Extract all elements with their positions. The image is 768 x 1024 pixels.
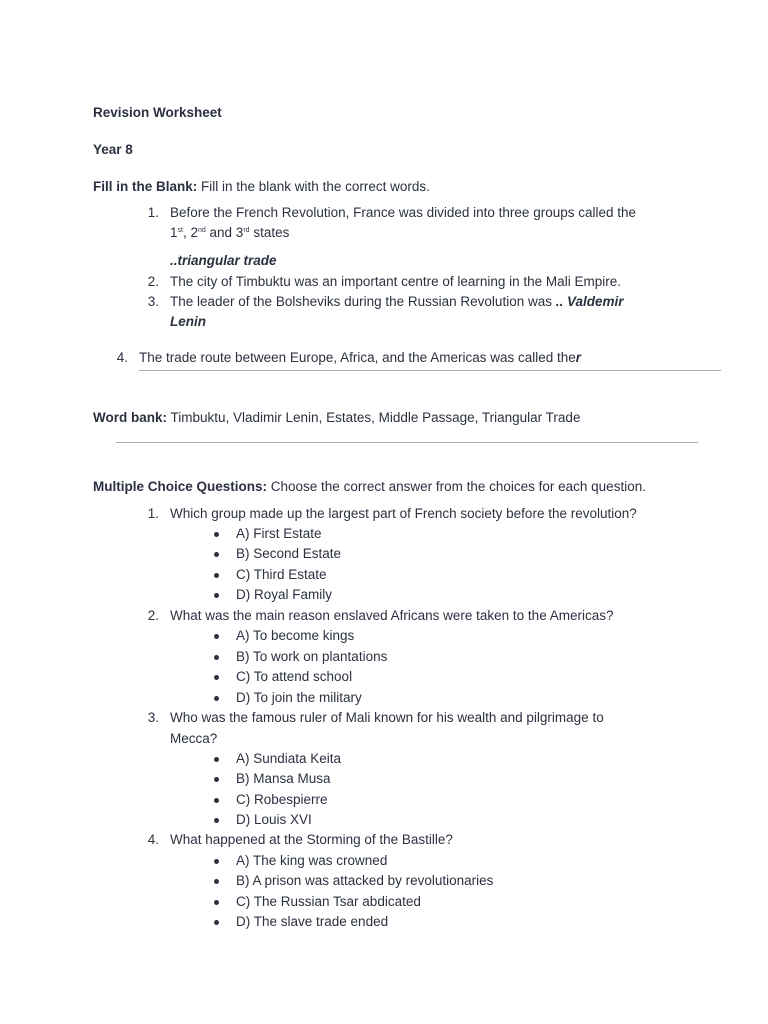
bullet-icon xyxy=(214,573,219,578)
year-label: Year 8 xyxy=(93,142,133,157)
bullet-icon xyxy=(214,879,219,884)
word-bank xyxy=(93,410,580,425)
fill-q2-text: The city of Timbuktu was an important centre of learning in the Mali Empire. xyxy=(170,274,621,289)
bullet-icon xyxy=(214,818,219,823)
mcq-q3-text-line2: Mecca? xyxy=(170,731,218,746)
fill-blank-label: Fill in the Blank: xyxy=(93,179,198,194)
mcq-q4-option-c: C) The Russian Tsar abdicated xyxy=(236,894,421,909)
fill-q4-underline xyxy=(139,370,721,371)
mcq-q3-option-a: A) Sundiata Keita xyxy=(236,751,342,766)
mcq-q1-option-d: D) Royal Family xyxy=(236,587,333,602)
mcq-q3-number: 3. xyxy=(147,710,159,725)
fill-blank-instruction: Fill in the blank with the correct words. xyxy=(197,179,430,194)
fill-q3-number: 3. xyxy=(147,294,159,309)
mcq-q1-option-a: A) First Estate xyxy=(236,526,322,541)
mcq-label: Multiple Choice Questions: xyxy=(93,479,268,494)
worksheet-title: Revision Worksheet xyxy=(93,105,222,120)
bullet-icon xyxy=(214,920,219,925)
mcq-q3-option-d: D) Louis XVI xyxy=(236,812,312,827)
fill-q3-text xyxy=(170,294,624,309)
states-word: states xyxy=(249,225,290,240)
mcq-q4-option-a: A) The king was crowned xyxy=(236,853,388,868)
fill-q1-text-line2 xyxy=(170,225,289,240)
bullet-icon xyxy=(214,593,219,598)
bullet-icon xyxy=(214,634,219,639)
bullet-icon xyxy=(214,900,219,905)
fill-q3-answer-line2: Lenin xyxy=(170,314,206,329)
mcq-q2-option-a: A) To become kings xyxy=(236,628,355,643)
bullet-icon xyxy=(214,696,219,701)
mcq-q4-option-b: B) A prison was attacked by revolutionaries xyxy=(236,873,494,888)
fill-q3-answer: .. Valdemir xyxy=(555,294,624,309)
mcq-q3-text: Who was the famous ruler of Mali known for his wealth and pilgrimage to xyxy=(170,710,604,725)
mcq-q2-option-b: B) To work on plantations xyxy=(236,649,388,664)
fill-blank-heading xyxy=(93,179,430,194)
mcq-q4-number: 4. xyxy=(147,832,159,847)
bullet-icon xyxy=(214,757,219,762)
mcq-q2-number: 2. xyxy=(147,608,159,623)
ordinal-1: 1 xyxy=(170,225,178,240)
mcq-q1-option-b: B) Second Estate xyxy=(236,546,342,561)
fill-q4-number: 4. xyxy=(116,350,128,365)
word-bank-divider xyxy=(116,442,698,443)
mcq-instruction: Choose the correct answer from the choices for each question. xyxy=(267,479,646,494)
bullet-icon xyxy=(214,675,219,680)
mcq-heading xyxy=(93,479,646,494)
fill-q4-answer: r xyxy=(575,350,582,365)
bullet-icon xyxy=(214,552,219,557)
mcq-q1-text: Which group made up the largest part of French society before the revolution? xyxy=(170,506,637,521)
fill-q2-number: 2. xyxy=(147,274,159,289)
ordinal-1-suffix: st xyxy=(177,227,183,234)
ordinal-2-suffix: nd xyxy=(197,227,206,234)
mcq-q3-option-c: C) Robespierre xyxy=(236,792,328,807)
mcq-q1-option-c: C) Third Estate xyxy=(236,567,327,582)
mcq-q3-option-b: B) Mansa Musa xyxy=(236,771,331,786)
mcq-q2-option-c: C) To attend school xyxy=(236,669,353,684)
fill-q1-answer: ..triangular trade xyxy=(170,253,277,268)
mcq-q2-option-d: D) To join the military xyxy=(236,690,362,705)
ordinal-3-suffix: rd xyxy=(243,227,250,234)
fill-q3-question: The leader of the Bolsheviks during the Russian Revolution was xyxy=(170,294,556,309)
word-bank-words: Timbuktu, Vladimir Lenin, Estates, Middle Passage, Triangular Trade xyxy=(167,410,581,425)
mcq-q2-text: What was the main reason enslaved Africans were taken to the Americas? xyxy=(170,608,614,623)
fill-q1-number: 1. xyxy=(147,205,159,220)
fill-q4-text xyxy=(139,350,581,365)
bullet-icon xyxy=(214,655,219,660)
bullet-icon xyxy=(214,777,219,782)
bullet-icon xyxy=(214,859,219,864)
ordinal-3: and 3 xyxy=(205,225,244,240)
ordinal-2: , 2 xyxy=(182,225,198,240)
mcq-q4-text: What happened at the Storming of the Bastille? xyxy=(170,832,453,847)
word-bank-label: Word bank: xyxy=(93,410,167,425)
bullet-icon xyxy=(214,532,219,537)
bullet-icon xyxy=(214,798,219,803)
mcq-q4-option-d: D) The slave trade ended xyxy=(236,914,389,929)
fill-q4-question: The trade route between Europe, Africa, and the Americas was called the xyxy=(139,350,576,365)
fill-q1-text: Before the French Revolution, France was divided into three groups called the xyxy=(170,205,637,220)
mcq-q1-number: 1. xyxy=(147,506,159,521)
